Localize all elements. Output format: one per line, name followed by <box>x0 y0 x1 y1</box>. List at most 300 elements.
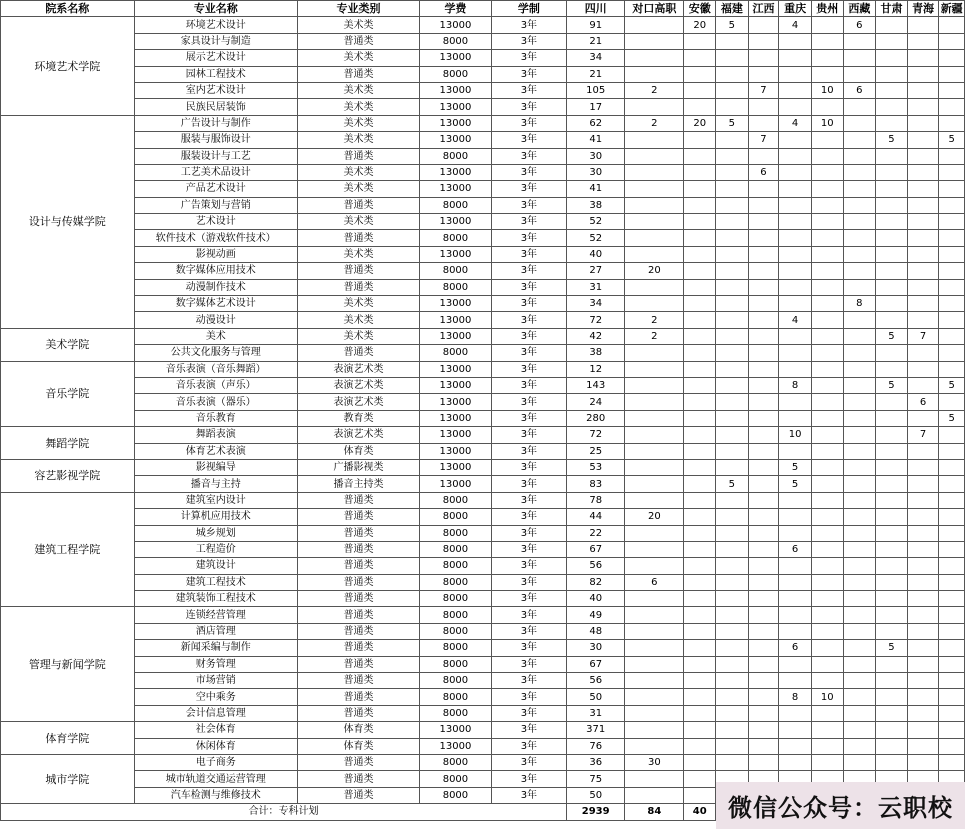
table-cell: 8000 <box>420 656 491 672</box>
table-cell <box>684 689 716 705</box>
table-cell <box>939 722 965 738</box>
table-cell <box>684 132 716 148</box>
table-cell: 建筑室内设计 <box>134 492 297 508</box>
table-cell <box>748 443 779 459</box>
table-cell <box>876 263 908 279</box>
table-cell <box>843 705 876 721</box>
table-cell <box>876 673 908 689</box>
table-cell <box>907 722 939 738</box>
table-cell: 8000 <box>420 148 491 164</box>
table-row <box>1 459 965 475</box>
table-cell <box>843 312 876 328</box>
table-cell: 30 <box>625 754 684 770</box>
table-cell: 8000 <box>420 525 491 541</box>
column-header: 学制 <box>491 1 566 17</box>
table-cell <box>716 574 749 590</box>
table-cell <box>716 66 749 82</box>
table-cell <box>684 148 716 164</box>
college-name-cell: 舞蹈学院 <box>1 427 135 460</box>
table-cell <box>843 640 876 656</box>
table-cell: 3年 <box>491 361 566 377</box>
table-cell <box>939 214 965 230</box>
table-cell: 市场营销 <box>134 673 297 689</box>
column-header: 专业类别 <box>297 1 419 17</box>
table-cell: 建筑设计 <box>134 558 297 574</box>
table-cell <box>779 558 812 574</box>
table-cell <box>811 394 843 410</box>
total-anhui: 40 <box>684 804 716 820</box>
table-cell <box>625 771 684 787</box>
table-cell: 75 <box>567 771 625 787</box>
table-cell <box>748 214 779 230</box>
table-cell <box>716 361 749 377</box>
table-cell <box>811 476 843 492</box>
table-cell <box>876 738 908 754</box>
table-cell <box>939 148 965 164</box>
table-cell: 8000 <box>420 263 491 279</box>
table-cell <box>907 99 939 115</box>
table-cell <box>811 17 843 33</box>
table-cell: 普通类 <box>297 263 419 279</box>
table-cell <box>907 754 939 770</box>
table-cell: 83 <box>567 476 625 492</box>
table-cell <box>876 82 908 98</box>
table-cell <box>907 148 939 164</box>
table-cell <box>907 164 939 180</box>
table-cell <box>876 181 908 197</box>
table-cell: 67 <box>567 541 625 557</box>
table-cell: 公共文化服务与管理 <box>134 345 297 361</box>
table-cell: 34 <box>567 296 625 312</box>
table-cell <box>779 738 812 754</box>
table-cell <box>939 66 965 82</box>
table-row <box>1 246 965 262</box>
table-cell <box>843 394 876 410</box>
table-cell: 美术类 <box>297 246 419 262</box>
table-cell <box>939 705 965 721</box>
table-cell: 工艺美术品设计 <box>134 164 297 180</box>
table-cell <box>907 443 939 459</box>
table-cell: 8 <box>843 296 876 312</box>
table-cell <box>684 492 716 508</box>
table-cell <box>907 214 939 230</box>
table-cell <box>811 459 843 475</box>
table-cell <box>811 181 843 197</box>
table-cell: 3年 <box>491 787 566 803</box>
table-cell <box>684 361 716 377</box>
table-cell: 普通类 <box>297 558 419 574</box>
table-cell: 10 <box>779 427 812 443</box>
table-row <box>1 394 965 410</box>
table-cell: 舞蹈表演 <box>134 427 297 443</box>
table-cell: 62 <box>567 115 625 131</box>
table-cell <box>843 246 876 262</box>
table-cell <box>779 50 812 66</box>
table-cell <box>716 558 749 574</box>
table-cell <box>907 115 939 131</box>
table-cell <box>625 541 684 557</box>
table-cell: 40 <box>567 246 625 262</box>
table-cell <box>684 558 716 574</box>
table-cell: 13000 <box>420 410 491 426</box>
table-cell <box>748 66 779 82</box>
table-cell: 数字媒体艺术设计 <box>134 296 297 312</box>
table-cell: 3年 <box>491 279 566 295</box>
table-cell: 普通类 <box>297 525 419 541</box>
table-row <box>1 492 965 508</box>
table-cell <box>716 279 749 295</box>
table-cell: 8000 <box>420 230 491 246</box>
table-cell: 美术类 <box>297 132 419 148</box>
table-cell <box>843 623 876 639</box>
table-cell <box>939 115 965 131</box>
table-cell <box>625 705 684 721</box>
table-cell <box>716 181 749 197</box>
table-cell <box>876 279 908 295</box>
table-row <box>1 377 965 393</box>
column-header: 江西 <box>748 1 779 17</box>
table-cell: 计算机应用技术 <box>134 509 297 525</box>
table-cell <box>939 296 965 312</box>
table-cell: 4 <box>779 17 812 33</box>
table-cell <box>907 33 939 49</box>
table-cell <box>684 164 716 180</box>
table-cell <box>811 312 843 328</box>
table-row <box>1 525 965 541</box>
table-cell <box>779 164 812 180</box>
table-cell: 展示艺术设计 <box>134 50 297 66</box>
table-cell <box>811 361 843 377</box>
table-cell <box>939 591 965 607</box>
table-cell <box>876 591 908 607</box>
table-cell: 27 <box>567 263 625 279</box>
total-duikou: 84 <box>625 804 684 820</box>
table-cell <box>811 246 843 262</box>
table-cell <box>684 607 716 623</box>
table-cell <box>939 476 965 492</box>
table-cell <box>811 673 843 689</box>
table-cell: 42 <box>567 328 625 344</box>
table-cell: 3年 <box>491 443 566 459</box>
table-row <box>1 607 965 623</box>
table-cell: 园林工程技术 <box>134 66 297 82</box>
table-cell: 13000 <box>420 443 491 459</box>
table-cell: 8000 <box>420 574 491 590</box>
table-cell: 13000 <box>420 738 491 754</box>
table-cell: 环境艺术设计 <box>134 17 297 33</box>
table-cell: 5 <box>876 132 908 148</box>
column-header: 新疆 <box>940 2 963 16</box>
table-cell <box>843 99 876 115</box>
table-cell: 10 <box>811 115 843 131</box>
table-cell <box>748 50 779 66</box>
table-cell: 3年 <box>491 607 566 623</box>
table-cell <box>811 591 843 607</box>
table-cell: 3年 <box>491 99 566 115</box>
table-cell: 3年 <box>491 427 566 443</box>
table-cell <box>939 394 965 410</box>
table-cell <box>939 17 965 33</box>
table-cell: 3年 <box>491 459 566 475</box>
table-cell <box>625 525 684 541</box>
table-cell: 8000 <box>420 787 491 803</box>
table-cell <box>625 377 684 393</box>
table-cell <box>748 197 779 213</box>
table-cell <box>779 525 812 541</box>
table-cell: 新闻采编与制作 <box>134 640 297 656</box>
table-cell <box>684 787 716 803</box>
table-cell: 6 <box>748 164 779 180</box>
table-cell <box>811 263 843 279</box>
table-cell <box>779 148 812 164</box>
table-cell <box>716 427 749 443</box>
table-cell <box>939 623 965 639</box>
table-cell <box>876 541 908 557</box>
table-cell <box>843 722 876 738</box>
table-cell <box>907 197 939 213</box>
table-cell <box>876 230 908 246</box>
table-cell <box>939 574 965 590</box>
table-cell <box>907 377 939 393</box>
table-cell: 普通类 <box>297 640 419 656</box>
table-cell: 3年 <box>491 410 566 426</box>
table-cell <box>811 377 843 393</box>
table-cell: 普通类 <box>297 148 419 164</box>
table-cell: 汽车检测与维修技术 <box>134 787 297 803</box>
table-cell: 3年 <box>491 754 566 770</box>
table-cell <box>748 705 779 721</box>
table-cell: 普通类 <box>297 197 419 213</box>
table-cell: 普通类 <box>297 787 419 803</box>
table-cell <box>625 623 684 639</box>
table-cell <box>684 66 716 82</box>
table-cell <box>684 722 716 738</box>
table-cell <box>748 246 779 262</box>
table-cell <box>876 115 908 131</box>
table-cell <box>684 50 716 66</box>
table-row <box>1 328 965 344</box>
table-cell <box>684 443 716 459</box>
table-cell <box>716 263 749 279</box>
table-row <box>1 623 965 639</box>
table-row <box>1 591 965 607</box>
table-cell: 3年 <box>491 377 566 393</box>
table-cell <box>939 246 965 262</box>
table-cell: 民族民居装饰 <box>134 99 297 115</box>
table-cell <box>843 689 876 705</box>
table-cell <box>939 82 965 98</box>
table-cell <box>907 509 939 525</box>
table-cell: 38 <box>567 197 625 213</box>
table-cell: 13000 <box>420 722 491 738</box>
table-cell: 城市轨道交通运营管理 <box>134 771 297 787</box>
table-row <box>1 197 965 213</box>
table-cell: 5 <box>716 115 749 131</box>
table-cell <box>779 181 812 197</box>
table-cell <box>779 197 812 213</box>
table-cell <box>876 459 908 475</box>
table-cell <box>907 623 939 639</box>
table-cell: 3年 <box>491 738 566 754</box>
table-cell: 13000 <box>420 246 491 262</box>
table-cell <box>907 246 939 262</box>
table-cell <box>811 754 843 770</box>
table-cell: 10 <box>811 82 843 98</box>
table-cell <box>939 345 965 361</box>
wechat-watermark: 微信公众号：云职校 <box>716 782 965 829</box>
table-cell: 3年 <box>491 148 566 164</box>
table-cell: 8000 <box>420 541 491 557</box>
table-cell <box>716 132 749 148</box>
table-cell: 播音与主持 <box>134 476 297 492</box>
table-cell <box>625 279 684 295</box>
table-cell <box>939 525 965 541</box>
table-cell <box>876 361 908 377</box>
table-cell <box>625 164 684 180</box>
table-cell: 美术类 <box>297 328 419 344</box>
table-cell <box>684 394 716 410</box>
table-cell <box>779 722 812 738</box>
table-cell <box>684 377 716 393</box>
table-cell: 8000 <box>420 607 491 623</box>
table-cell <box>684 754 716 770</box>
table-cell: 13000 <box>420 427 491 443</box>
table-cell <box>907 689 939 705</box>
table-cell: 6 <box>843 82 876 98</box>
table-cell <box>625 197 684 213</box>
table-cell <box>625 591 684 607</box>
table-cell <box>625 246 684 262</box>
table-cell: 3年 <box>491 214 566 230</box>
table-cell <box>748 394 779 410</box>
table-cell <box>907 279 939 295</box>
table-cell <box>843 541 876 557</box>
table-cell: 7 <box>748 82 779 98</box>
table-cell <box>876 345 908 361</box>
table-cell <box>684 509 716 525</box>
table-row <box>1 296 965 312</box>
table-cell <box>939 263 965 279</box>
table-cell <box>716 230 749 246</box>
table-cell <box>684 33 716 49</box>
table-cell: 美术 <box>134 328 297 344</box>
table-cell: 3年 <box>491 705 566 721</box>
table-cell <box>907 492 939 508</box>
table-cell: 建筑工程技术 <box>134 574 297 590</box>
table-cell <box>907 459 939 475</box>
table-cell <box>716 296 749 312</box>
table-cell: 280 <box>567 410 625 426</box>
table-cell: 3年 <box>491 722 566 738</box>
table-cell <box>684 328 716 344</box>
table-cell: 3年 <box>491 296 566 312</box>
table-cell <box>625 181 684 197</box>
table-cell <box>748 607 779 623</box>
table-row <box>1 410 965 426</box>
table-cell: 5 <box>716 476 749 492</box>
table-body <box>1 17 965 820</box>
table-cell <box>748 476 779 492</box>
table-cell <box>811 410 843 426</box>
table-cell: 72 <box>567 312 625 328</box>
table-cell <box>684 345 716 361</box>
table-cell <box>748 33 779 49</box>
table-cell: 3年 <box>491 164 566 180</box>
table-cell: 13000 <box>420 296 491 312</box>
table-cell <box>625 640 684 656</box>
table-cell: 34 <box>567 50 625 66</box>
table-cell: 普通类 <box>297 33 419 49</box>
table-cell: 普通类 <box>297 705 419 721</box>
table-cell: 3年 <box>491 66 566 82</box>
table-cell: 25 <box>567 443 625 459</box>
table-cell <box>748 328 779 344</box>
table-cell: 24 <box>567 394 625 410</box>
table-cell: 5 <box>876 640 908 656</box>
table-cell: 6 <box>907 394 939 410</box>
table-cell: 3年 <box>491 509 566 525</box>
table-cell <box>684 476 716 492</box>
table-cell <box>939 443 965 459</box>
table-cell <box>779 492 812 508</box>
table-row <box>1 754 965 770</box>
table-cell <box>907 656 939 672</box>
table-cell <box>748 640 779 656</box>
table-cell: 美术类 <box>297 82 419 98</box>
table-cell <box>843 214 876 230</box>
table-cell: 音乐教育 <box>134 410 297 426</box>
table-cell <box>876 148 908 164</box>
table-cell <box>748 492 779 508</box>
table-cell <box>907 345 939 361</box>
table-cell <box>779 574 812 590</box>
table-cell <box>684 82 716 98</box>
table-cell <box>876 509 908 525</box>
table-cell <box>876 689 908 705</box>
table-cell <box>843 279 876 295</box>
table-cell: 8 <box>779 689 812 705</box>
table-cell: 广告策划与营销 <box>134 197 297 213</box>
table-cell <box>684 410 716 426</box>
table-cell: 3年 <box>491 640 566 656</box>
table-cell <box>843 591 876 607</box>
table-cell <box>748 181 779 197</box>
table-cell <box>811 328 843 344</box>
table-cell: 教育类 <box>297 410 419 426</box>
table-cell <box>843 66 876 82</box>
table-cell <box>716 50 749 66</box>
table-cell <box>939 607 965 623</box>
table-cell <box>684 623 716 639</box>
table-cell <box>748 673 779 689</box>
table-cell: 3年 <box>491 263 566 279</box>
table-cell <box>684 705 716 721</box>
table-cell <box>843 476 876 492</box>
table-cell: 31 <box>567 279 625 295</box>
table-cell <box>625 607 684 623</box>
table-cell <box>811 296 843 312</box>
table-cell <box>779 230 812 246</box>
table-cell <box>811 197 843 213</box>
table-cell: 室内艺术设计 <box>134 82 297 98</box>
table-cell: 美术类 <box>297 99 419 115</box>
table-cell: 表演艺术类 <box>297 394 419 410</box>
table-cell <box>625 492 684 508</box>
table-cell <box>779 345 812 361</box>
table-cell <box>907 558 939 574</box>
table-cell <box>625 17 684 33</box>
table-cell: 67 <box>567 656 625 672</box>
